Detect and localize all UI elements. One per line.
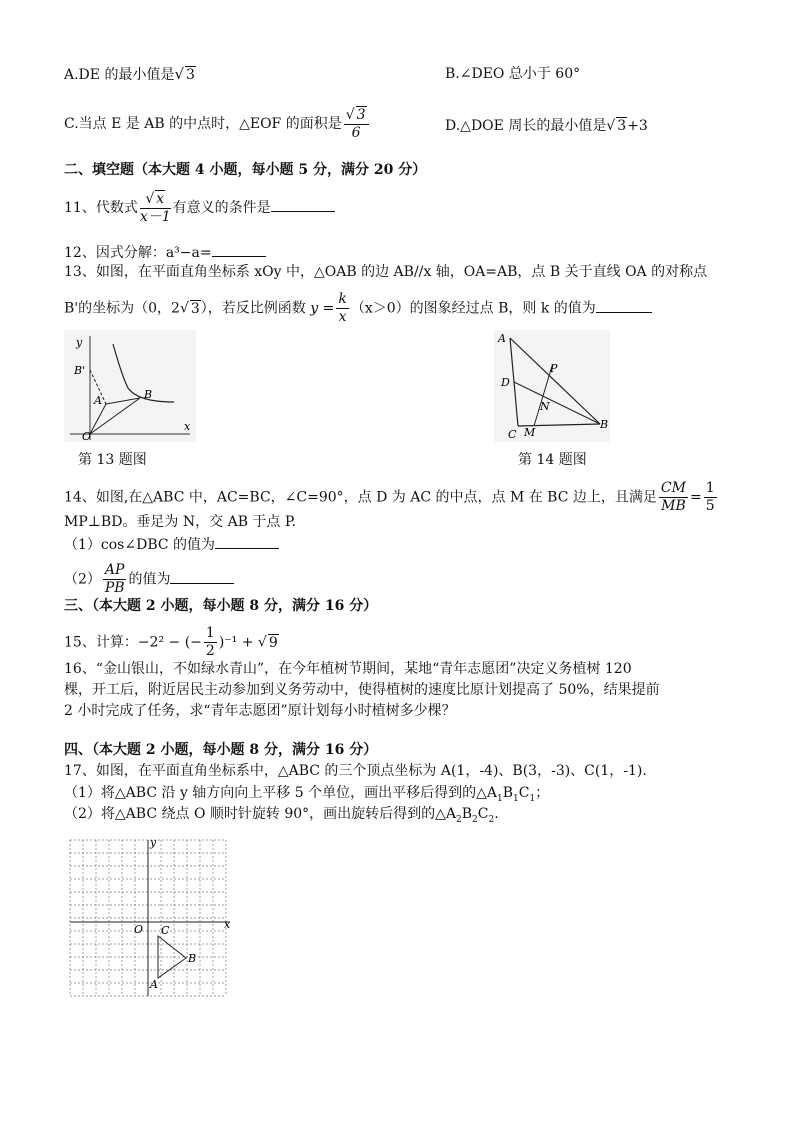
fig14-label-d: D [501, 376, 510, 389]
fig13-label-b: B [144, 388, 153, 401]
fig14-label-a: A [498, 332, 506, 345]
q10-option-d: D.△DOE 周长的最小值是√ 3+3 [445, 118, 648, 134]
q14-sub2-blank[interactable] [170, 569, 234, 584]
q13-y-eq: y = [310, 300, 335, 317]
q13-answer-blank[interactable] [596, 298, 652, 313]
fig14-label-c: C [508, 428, 517, 441]
q13-line2-a: B'的坐标为（0，2 [64, 300, 180, 317]
grid-label-b: B [188, 952, 197, 965]
q13-line2-c: （x＞0）的图象经过点 B，则 k 的值为 [350, 300, 596, 317]
q16-line1: 16、“金山银山，不如绿水青山”，在今年植树节期间，某地“青年志愿团”决定义务植树 120 [64, 661, 632, 677]
figure-13-caption: 第 13 题图 [78, 452, 147, 468]
q15-radicand: 9 [268, 634, 278, 651]
fig14-label-b: B [600, 418, 609, 431]
q15-half: $\frac{1}{2}$ [205, 625, 215, 659]
q11 [64, 190, 335, 226]
q11-suffix: 有意义的条件是 [172, 200, 271, 216]
q10-option-c-text: C.当点 E 是 AB 的中点时，△EOF 的面积是 [64, 116, 342, 132]
q13-line2-b: ），若反比例函数 [200, 300, 306, 317]
q10-option-d-text: D.△DOE 周长的最小值是 [445, 118, 607, 134]
q14-ap-over-pb: $\frac{AP}{PB}$ [104, 562, 125, 596]
q13-line1: 13、如图，在平面直角坐标系 xOy 中，△OAB 的边 AB//x 轴，OA=AB，点 B 关于直线 OA 的对称点 [64, 264, 708, 280]
grid-label-o: O [134, 923, 144, 936]
section4-heading: 四、（本大题 2 小题，每小题 8 分，满分 16 分） [64, 742, 378, 758]
q17-sub2-end: . [494, 806, 499, 822]
fig13-label-a: A [94, 394, 102, 407]
q10-option-b: B.∠DEO 总小于 60° [445, 66, 581, 82]
q10-option-d-radicand: 3 [617, 118, 627, 134]
q13-k-over-x: $\frac{k}{x}$ [338, 291, 347, 325]
q14-sub1-text: （1）cos∠DBC 的值为 [64, 537, 216, 553]
fig13-label-o: O [82, 430, 92, 442]
fig13-label-y: y [76, 336, 83, 349]
fig14-label-m: M [524, 426, 536, 439]
q14-sub2-pre: （2） [64, 571, 101, 588]
q17-sub2: （2）将△ABC 绕点 O 顺时针旋转 90°，画出旋转后得到的$\triangle A_2B_2C_2$. [64, 806, 499, 825]
grid-label-x: x [224, 918, 231, 931]
fig13-label-bprime: B' [74, 364, 86, 377]
section3-heading: 三、（本大题 2 小题，每小题 8 分，满分 16 分） [64, 598, 378, 614]
q12-text: 12、因式分解：a³−a= [64, 245, 212, 261]
q14-equals: = [689, 489, 702, 506]
grid-label-c: C [161, 924, 170, 937]
q17-sub2-text: （2）将△ABC 绕点 O 顺时针旋转 90°，画出旋转后得到的△A [64, 806, 457, 822]
q14-line1-text: 14、如图,在△ABC 中，AC=BC，∠C=90°，点 D 为 AC 的中点，点 M 在 BC 边上，且满足 [64, 489, 657, 506]
q13-line2: B'的坐标为（0，2√ 3），若反比例函数 y = $\frac{k}{x}$ （x＞0）的图象经过点 B，则 k 的值为 [64, 291, 652, 326]
q10-option-a: A.DE 的最小值是√ 3 [64, 65, 195, 83]
q13-radicand: 3 [190, 300, 200, 317]
q17-sub1: （1）将△ABC 沿 y 轴方向向上平移 5 个单位，画出平移后得到的$\triangle A_1B_1C_1$； [64, 785, 550, 804]
q14-one-fifth: $\frac{1}{5}$ [705, 480, 715, 514]
q10-option-a-radicand: 3 [186, 67, 195, 83]
q14-sub1 [64, 534, 279, 555]
q17-sub1-end: ； [535, 785, 550, 801]
q12-answer-blank[interactable] [212, 242, 266, 257]
q14-sub2 [64, 562, 234, 597]
fig14-label-p: P [550, 362, 558, 375]
figure-13 [64, 330, 196, 442]
q14-line2: MP⊥BD。垂足为 N，交 AB 于点 P. [64, 514, 296, 530]
q10-option-d-tail: +3 [627, 118, 648, 134]
q10-option-a-text: A.DE 的最小值是 [64, 67, 175, 83]
q16-line3: 2 小时完成了任务，求“青年志愿团”原计划每小时植树多少棵？ [64, 703, 456, 719]
figure-14-caption: 第 14 题图 [518, 452, 587, 468]
fig13-label-x: x [184, 420, 191, 433]
q15-mid: )⁻¹ + [218, 634, 258, 651]
fig14-label-n: N [540, 400, 550, 413]
q15-prefix: 15、计算：−2² − (− [64, 634, 202, 651]
q10-option-c-fraction: $\frac{√ 3}{6}$ [344, 106, 369, 142]
q15: 15、计算：−2² − (− $\frac{1}{2}$ )⁻¹ + √ 9 [64, 625, 278, 659]
q11-fraction: $\frac{√ x}{x-1}$ [139, 191, 171, 225]
q12 [64, 242, 266, 263]
q17-sub1-text: （1）将△ABC 沿 y 轴方向向上平移 5 个单位，画出平移后得到的△A [64, 785, 497, 801]
q14-cm-over-mb: $\frac{CM}{MB}$ [660, 480, 686, 514]
figure-14 [494, 330, 610, 442]
q14-sub2-post: 的值为 [128, 571, 171, 588]
q14-line1 [64, 480, 719, 515]
q16-line2: 棵，开工后，附近居民主动参加到义务劳动中，使得植树的速度比原计划提高了 50%，结果提前 [64, 682, 660, 698]
q14-sub1-blank[interactable] [215, 534, 279, 549]
grid-label-y: y [150, 836, 157, 849]
q11-prefix: 11、代数式 [64, 200, 138, 216]
figure-17-grid [64, 836, 236, 1000]
grid-label-a: A [150, 978, 158, 991]
q17-line1: 17、如图，在平面直角坐标系中，△ABC 的三个顶点坐标为 A(1，-4)、B(3，-3)、C(1，-1). [64, 763, 647, 779]
q10-option-c [64, 106, 371, 142]
section2-heading: 二、填空题（本大题 4 小题，每小题 5 分，满分 20 分） [64, 162, 427, 178]
q11-answer-blank[interactable] [271, 197, 335, 212]
